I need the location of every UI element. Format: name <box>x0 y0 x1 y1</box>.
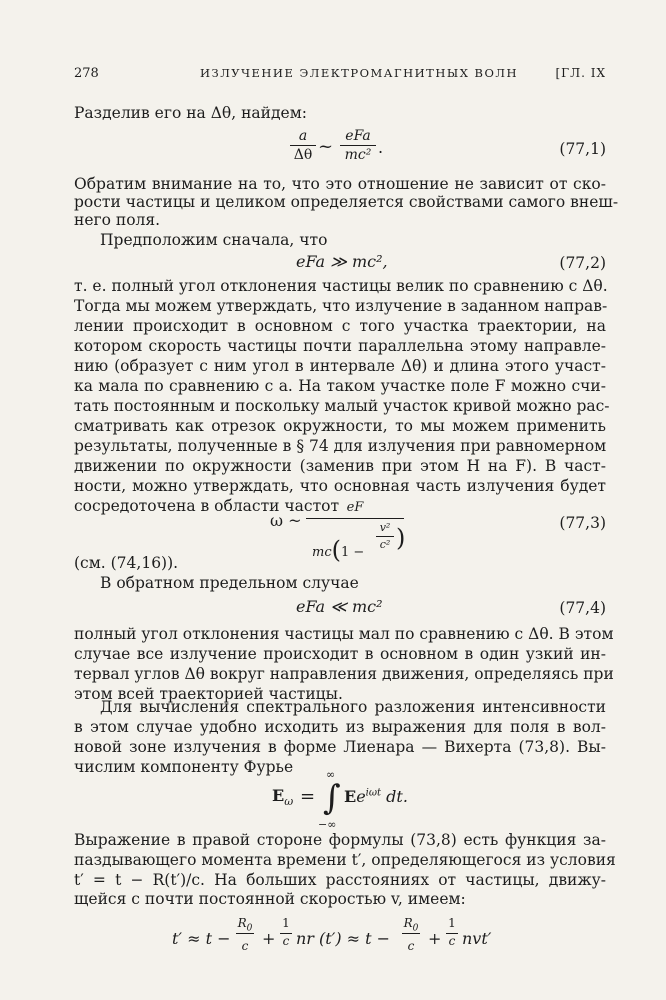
numerator: eF <box>346 500 364 515</box>
text-line: полный угол отклонения частицы мал по сравнению с Δθ. В этом <box>74 625 614 643</box>
text-line: В обратном предельном случае <box>100 574 359 592</box>
period: . <box>378 138 384 157</box>
text-line: результаты, полученные в § 74 для излучения при равномерном <box>74 437 607 455</box>
text-line: котором скорость частицы почти параллельна этому направле- <box>74 337 606 355</box>
text-line: щейся с почти постоянной скоростью v, имеем: <box>74 890 466 908</box>
upper-limit: ∞ <box>326 768 336 781</box>
plus-sign: + <box>428 929 442 948</box>
eq-part: nr (t′) ≈ t − <box>296 929 391 948</box>
plus-sign: + <box>262 929 276 948</box>
E-omega: $E_\omega$ <box>272 786 294 809</box>
text-line: числим компоненту Фурье <box>74 758 294 776</box>
eq-part: t′ ≈ t − <box>172 929 231 948</box>
fraction-eFa-over-mc2 <box>340 128 376 163</box>
fraction-R0-over-c: $R_0$ c <box>237 916 253 954</box>
equation-label: (77,3) <box>559 514 606 532</box>
fraction-bar <box>306 518 404 519</box>
equals-sign: = <box>300 786 316 807</box>
text-line: Обратим внимание на то, что это отношение не зависит от ско- <box>74 175 606 193</box>
eq-part: nvt′ <box>462 929 492 948</box>
fraction-1-over-c: 1 c <box>280 916 292 948</box>
fraction-bar <box>340 145 376 146</box>
text-line: тервал углов Δθ вокруг направления движения, определяясь при <box>74 665 614 683</box>
text-line: Выражение в правой стороне формулы (73,8) есть функция за- <box>74 831 606 849</box>
text-line: паздывающего момента времени t′, определяющегося из условия <box>74 851 616 869</box>
text-line: рости частицы и целиком определяется свойствами самого внеш- <box>74 193 619 211</box>
text-line: t′ = t − R(t′)/c. На больших расстояниях от частицы, движу- <box>74 871 606 889</box>
text-line: лении происходит в основном с того участка траектории, на <box>74 317 606 335</box>
page-number: 278 <box>74 66 99 81</box>
numerator: eFa <box>345 128 371 144</box>
text-line: т. е. полный угол отклонения частицы велик по сравнению с Δθ. <box>74 277 608 295</box>
text-line: сосредоточена в области частот <box>74 497 340 515</box>
fraction-bar <box>236 933 254 934</box>
chapter-label: [ГЛ. IX <box>555 66 606 80</box>
text-line: тать постоянным и поскольку малый участок кривой можно рас- <box>74 397 610 415</box>
v-squared-over-c-squared: v² c² <box>376 522 394 551</box>
text-line: ности, можно утверждать, что основная часть излучения будет <box>74 477 606 495</box>
fraction-bar <box>446 933 458 934</box>
sim-sign: ~ <box>318 136 334 157</box>
denominator: mc(1 − v² c² ) <box>312 521 406 564</box>
text-line: движении по окружности (заменив при этом H на F). В част- <box>74 457 606 475</box>
omega-sim: ω ~ <box>270 511 302 530</box>
text-line: случае все излучение происходит в основном в один узкий ин- <box>74 645 606 663</box>
lower-limit: −∞ <box>318 818 337 831</box>
text-line: Разделив его на Δθ, найдем: <box>74 104 307 122</box>
equation-label: (77,4) <box>559 599 606 617</box>
equation-label: (77,2) <box>559 254 606 272</box>
equation-label: (77,1) <box>559 140 606 158</box>
text-line: (см. (74,16)). <box>74 554 179 572</box>
fraction-bar <box>280 933 292 934</box>
running-header <box>74 66 606 86</box>
denominator: Δθ <box>293 147 313 163</box>
fraction-bar <box>402 933 420 934</box>
fraction-frequency <box>306 500 406 564</box>
integrand: $Ee^{i\omega t}$ dt. <box>344 787 408 806</box>
equation-77-2: eFa ≫ mc², <box>296 252 388 271</box>
running-title: ИЗЛУЧЕНИЕ ЭЛЕКТРОМАГНИТНЫХ ВОЛН <box>200 66 519 80</box>
equation-77-4: eFa ≪ mc² <box>296 597 383 616</box>
text-line: новой зоне излучения в форме Лиенара — Вихерта (73,8). Вы- <box>74 738 606 756</box>
text-line: этом всей траекторией частицы. <box>74 685 343 703</box>
paren-right: ) <box>396 524 406 552</box>
text-line: ка мала по сравнению с a. На таком участке поле F можно счи- <box>74 377 606 395</box>
text-line: нию (образует с ним угол в интервале Δθ) и длина этого участ- <box>74 357 606 375</box>
fraction-R0-over-c: $R_0$ c <box>403 916 419 954</box>
denominator: mc² <box>344 147 372 163</box>
numerator: a <box>298 128 308 144</box>
text-line: Тогда мы можем утверждать, что излучение в заданном направ- <box>74 297 608 315</box>
fraction-1-over-c: 1 c <box>446 916 458 948</box>
text-line: него поля. <box>74 211 161 229</box>
paren-left: ( <box>331 536 341 564</box>
text-line: в этом случае удобно исходить из выражения для поля в вол- <box>74 718 606 736</box>
fraction-a-over-dtheta <box>290 128 316 163</box>
text-line: Для вычисления спектрального разложения интенсивности <box>100 698 606 716</box>
text-line: Предположим сначала, что <box>100 231 328 249</box>
fraction-bar <box>290 145 316 146</box>
text-line: сматривать как отрезок окружности, то мы можем применить <box>74 417 606 435</box>
integral-sign: ∫ <box>323 778 341 818</box>
